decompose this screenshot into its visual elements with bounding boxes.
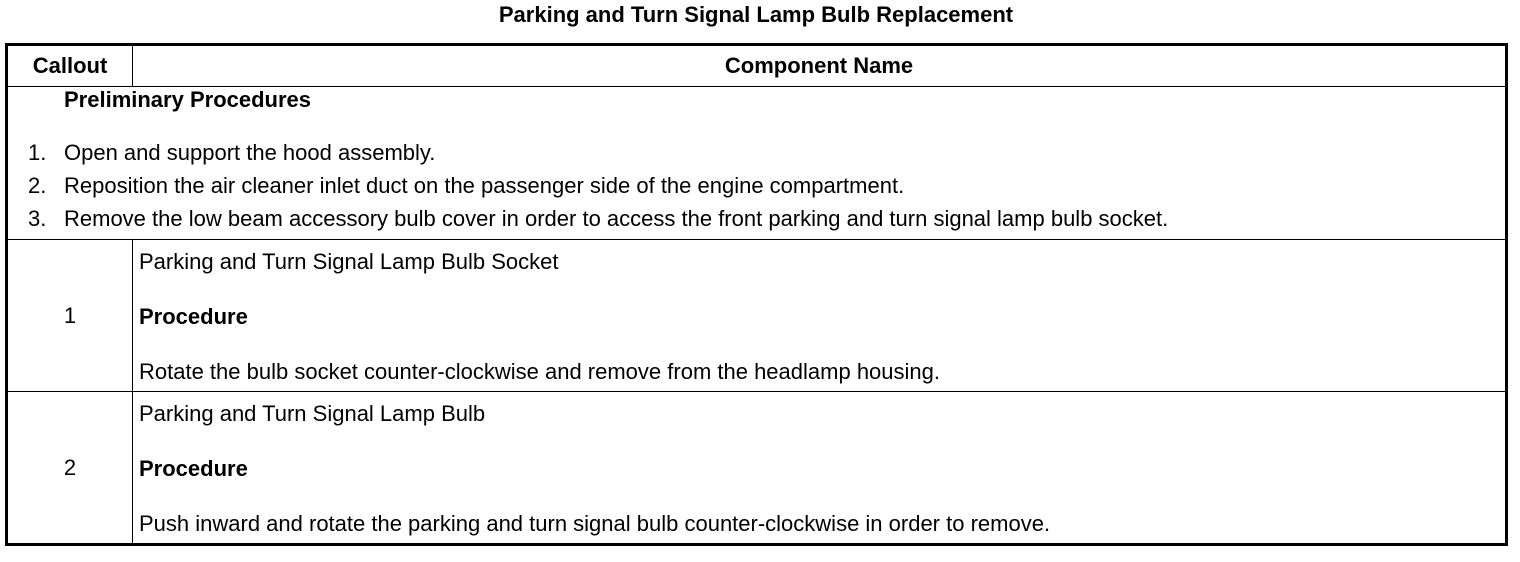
step-number: 3. xyxy=(28,206,47,231)
step-text: Reposition the air cleaner inlet duct on the passenger side of the engine compartment. xyxy=(64,173,905,198)
header-callout: Callout xyxy=(7,45,133,87)
preliminary-step xyxy=(8,173,1505,199)
callout-number: 2 xyxy=(7,392,133,545)
component-name: Parking and Turn Signal Lamp Bulb xyxy=(139,401,486,426)
preliminary-step xyxy=(8,140,1505,166)
step-text: Open and support the hood assembly. xyxy=(64,140,436,165)
table-row xyxy=(7,240,1507,392)
procedure-label: Procedure xyxy=(139,456,248,481)
component-name: Parking and Turn Signal Lamp Bulb Socket xyxy=(139,249,559,274)
step-number: 1. xyxy=(28,140,47,165)
table-row xyxy=(7,392,1507,545)
procedure-text: Push inward and rotate the parking and turn signal bulb counter-clockwise in order to remove. xyxy=(139,511,1051,536)
step-number: 2. xyxy=(28,173,47,198)
procedure-label: Procedure xyxy=(139,304,248,329)
table-header-row xyxy=(7,45,1507,87)
step-text: Remove the low beam accessory bulb cover in order to access the front parking and turn signal lamp bulb socket. xyxy=(64,206,1169,231)
procedure-text: Rotate the bulb socket counter-clockwise and remove from the headlamp housing. xyxy=(139,359,940,384)
component-cell xyxy=(133,392,1507,545)
preliminary-cell xyxy=(7,87,1507,240)
preliminary-row xyxy=(7,87,1507,240)
procedure-table xyxy=(5,43,1508,546)
preliminary-heading: Preliminary Procedures xyxy=(64,87,312,112)
header-component-name: Component Name xyxy=(133,45,1507,87)
preliminary-step xyxy=(8,206,1505,232)
document-title: Parking and Turn Signal Lamp Bulb Replacement xyxy=(498,2,1014,27)
component-cell xyxy=(133,240,1507,392)
callout-number: 1 xyxy=(7,240,133,392)
